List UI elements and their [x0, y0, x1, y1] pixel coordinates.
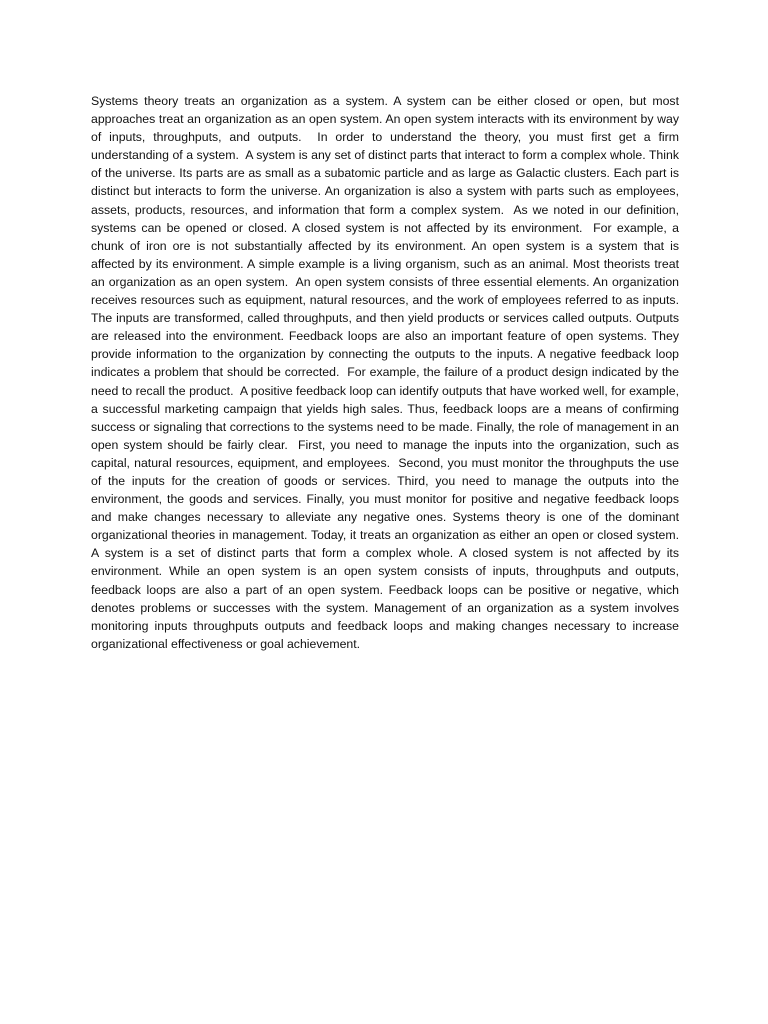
body-paragraph: Systems theory treats an organization as a system. A system can be either closed or open, but most approaches treat an organization as an open system. An open system interacts with its environment by way of inputs, throughputs, and outputs. In order to understand the theory, you must first get a firm understanding of a system. A system is any set of distinct parts that interact to form a complex whole. Think of the universe. Its parts are as small as a subatomic particle and as large as Galactic clusters. Each part is distinct but interacts to form the universe. An organization is also a system with parts such as employees, assets, products, resources, and information that form a complex system. As we noted in our definition, systems can be opened or closed. A closed system is not affected by its environment. For example, a chunk of iron ore is not substantially affected by its environment. An open system is a system that is affected by its environment. A simple example is a living organism, such as an animal. Most theorists treat an organization as an open system. An open system consists of three essential elements. An organization receives resources such as equipment, natural resources, and the work of employees referred to as inputs. The inputs are transformed, called throughputs, and then yield products or services called outputs. Outputs are released into the environment. Feedback loops are also an important feature of open systems. They provide information to the organization by connecting the outputs to the inputs. A negative feedback loop indicates a problem that should be corrected. For example, the failure of a product design indicated by the need to recall the product. A positive feedback loop can identify outputs that have worked well, for example, a successful marketing campaign that yields high sales. Thus, feedback loops are a means of confirming success or signaling that corrections to the systems need to be made. Finally, the role of management in an open system should be fairly clear. First, you need to manage the inputs into the organization, such as capital, natural resources, equipment, and employees. Second, you must monitor the throughputs the use of the inputs for the creation of goods or services. Third, you need to manage the outputs into the environment, the goods and services. Finally, you must monitor for positive and negative feedback loops and make changes necessary to alleviate any negative ones. Systems theory is one of the dominant organizational theories in management. Today, it treats an organization as either an open or closed system. A system is a set of distinct parts that form a complex whole. A closed system is not affected by its environment. While an open system is an open system consists of inputs, throughputs and outputs, feedback loops are also a part of an open system. Feedback loops can be positive or negative, which denotes problems or successes with the system. Management of an organization as a system involves monitoring inputs throughputs outputs and feedback loops and making changes necessary to increase organizational effectiveness or goal achievement. [91, 94, 683, 651]
